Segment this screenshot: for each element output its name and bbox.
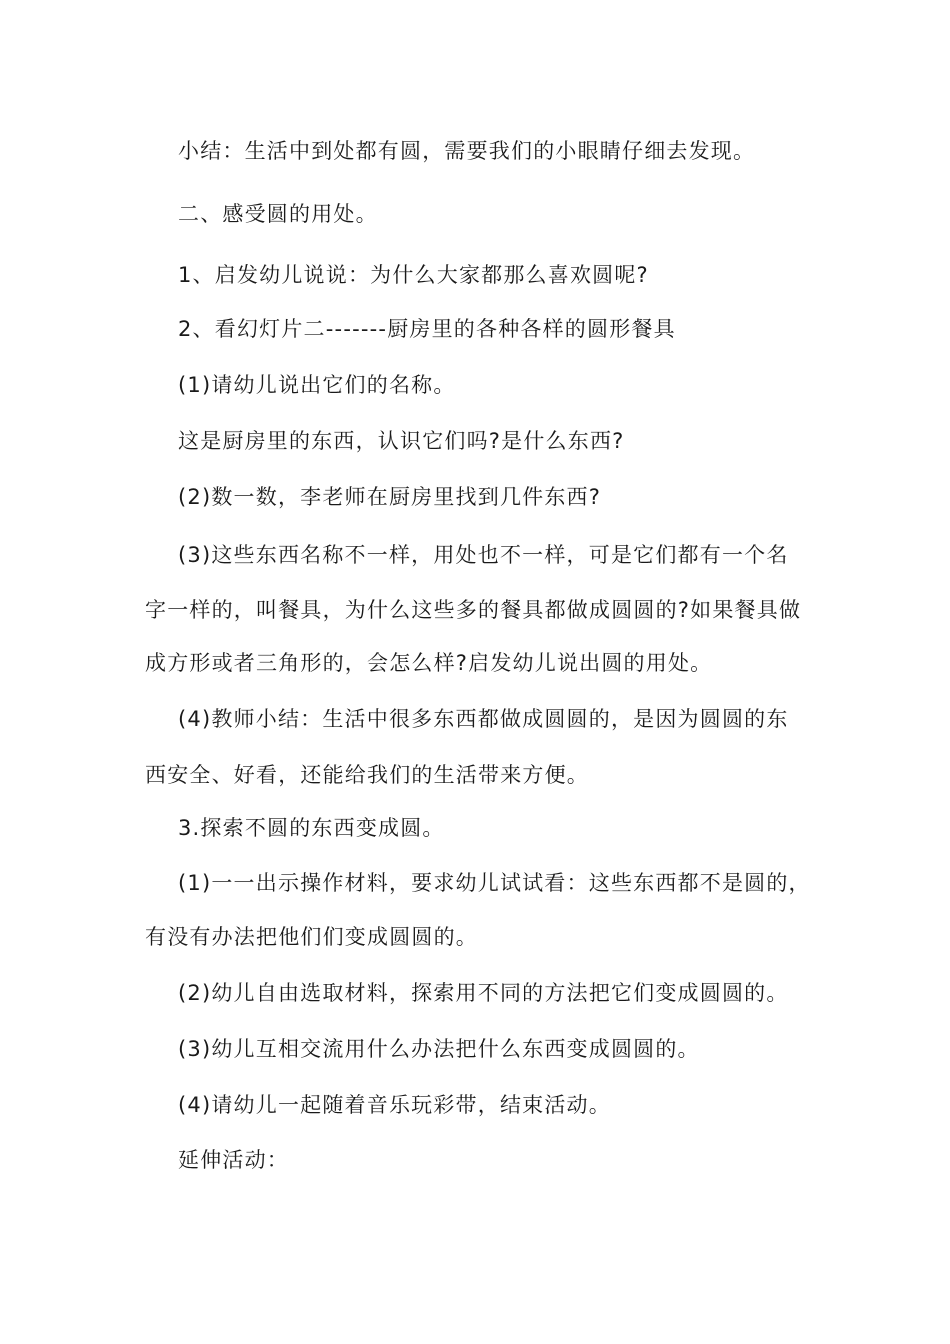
substep-3-line-3: 成方形或者三角形的，会怎么样?启发幼儿说出圆的用处。 bbox=[145, 651, 713, 675]
question-paragraph: 这是厨房里的东西，认识它们吗?是什么东西? bbox=[178, 429, 625, 453]
substep-4-line-2: 西安全、好看，还能给我们的生活带来方便。 bbox=[145, 763, 589, 787]
step-2: 2、看幻灯片二-------厨房里的各种各样的圆形餐具 bbox=[178, 317, 676, 341]
substep-3-line-2: 字一样的，叫餐具，为什么这些多的餐具都做成圆圆的?如果餐具做 bbox=[145, 598, 802, 622]
step-1: 1、启发幼儿说说：为什么大家都那么喜欢圆呢? bbox=[178, 263, 649, 287]
summary-paragraph: 小结：生活中到处都有圆，需要我们的小眼睛仔细去发现。 bbox=[178, 139, 756, 163]
substep-2: (2)数一数，李老师在厨房里找到几件东西? bbox=[178, 485, 602, 509]
step-3-substep-1-line-2: 有没有办法把他们们变成圆圆的。 bbox=[145, 925, 478, 949]
step-3-substep-1-line-1: (1)一一出示操作材料，要求幼儿试试看：这些东西都不是圆的， bbox=[178, 871, 811, 895]
extension-heading: 延伸活动： bbox=[178, 1148, 289, 1172]
substep-1: (1)请幼儿说出它们的名称。 bbox=[178, 373, 456, 397]
substep-3-line-1: (3)这些东西名称不一样，用处也不一样，可是它们都有一个名 bbox=[178, 543, 789, 567]
step-3-substep-2: (2)幼儿自由选取材料，探索用不同的方法把它们变成圆圆的。 bbox=[178, 981, 789, 1005]
substep-4-line-1: (4)教师小结：生活中很多东西都做成圆圆的，是因为圆圆的东 bbox=[178, 707, 789, 731]
step-3-substep-4: (4)请幼儿一起随着音乐玩彩带，结束活动。 bbox=[178, 1093, 611, 1117]
step-3: 3.探索不圆的东西变成圆。 bbox=[178, 816, 445, 840]
step-3-substep-3: (3)幼儿互相交流用什么办法把什么东西变成圆圆的。 bbox=[178, 1037, 700, 1061]
section-heading-2: 二、感受圆的用处。 bbox=[178, 202, 378, 226]
